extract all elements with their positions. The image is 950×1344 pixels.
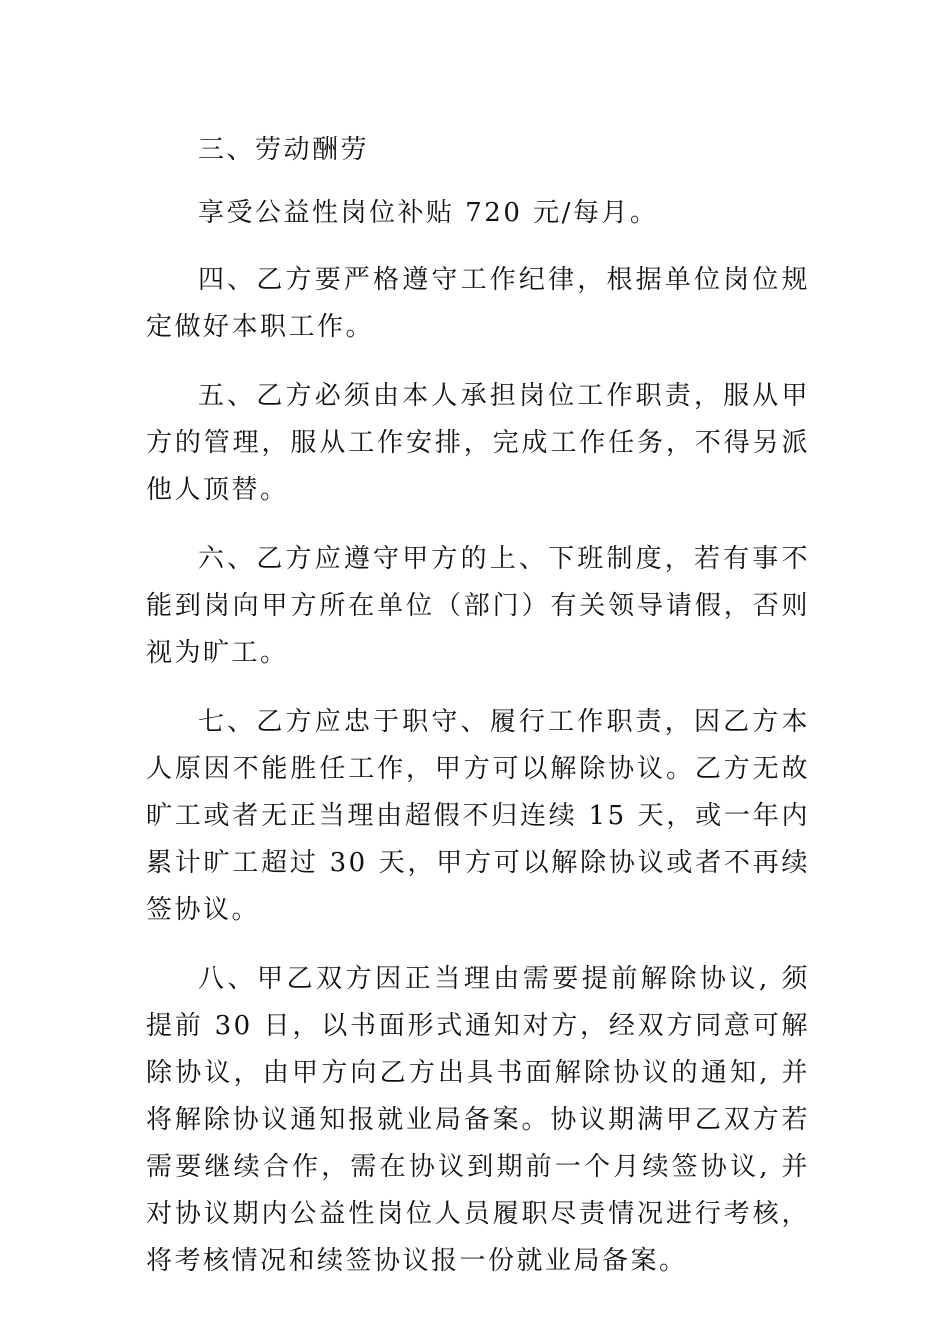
clause-five: 五、乙方必须由本人承担岗位工作职责，服从甲方的管理，服从工作安排，完成工作任务，不得另派他人顶替。 [146, 381, 810, 505]
clause-four: 四、乙方要严格遵守工作纪律，根据单位岗位规定做好本职工作。 [146, 265, 810, 342]
paragraph-subsidy: 享受公益性岗位补贴 720 元/每月。 [198, 198, 659, 228]
clause-six: 六、乙方应遵守甲方的上、下班制度，若有事不能到岗向甲方所在单位（部门）有关领导请假，否则视为旷工。 [146, 544, 810, 668]
clause-eight: 八、甲乙双方因正当理由需要提前解除协议, 须提前 30 日，以书面形式通知对方，经双方同意可解除协议，由甲方向乙方出具书面解除协议的通知, 并将解除协议通知报就业局备案。协议期满甲乙双方若需要继续合作，需在协议到期前一个月续签协议, 并对协议期内公益性岗位人员履职尽责情况进行考核，将考核情况和续签协议报一份就业局备案。 [146, 964, 810, 1276]
section-heading-remuneration: 三、劳动酬劳 [198, 135, 370, 165]
document-body [146, 127, 810, 1307]
clause-seven: 七、乙方应忠于职守、履行工作职责，因乙方本人原因不能胜任工作，甲方可以解除协议。乙方无故旷工或者无正当理由超假不归连续 15 天，或一年内累计旷工超过 30 天，甲方可以解除协议或者不再续签协议。 [146, 707, 810, 925]
